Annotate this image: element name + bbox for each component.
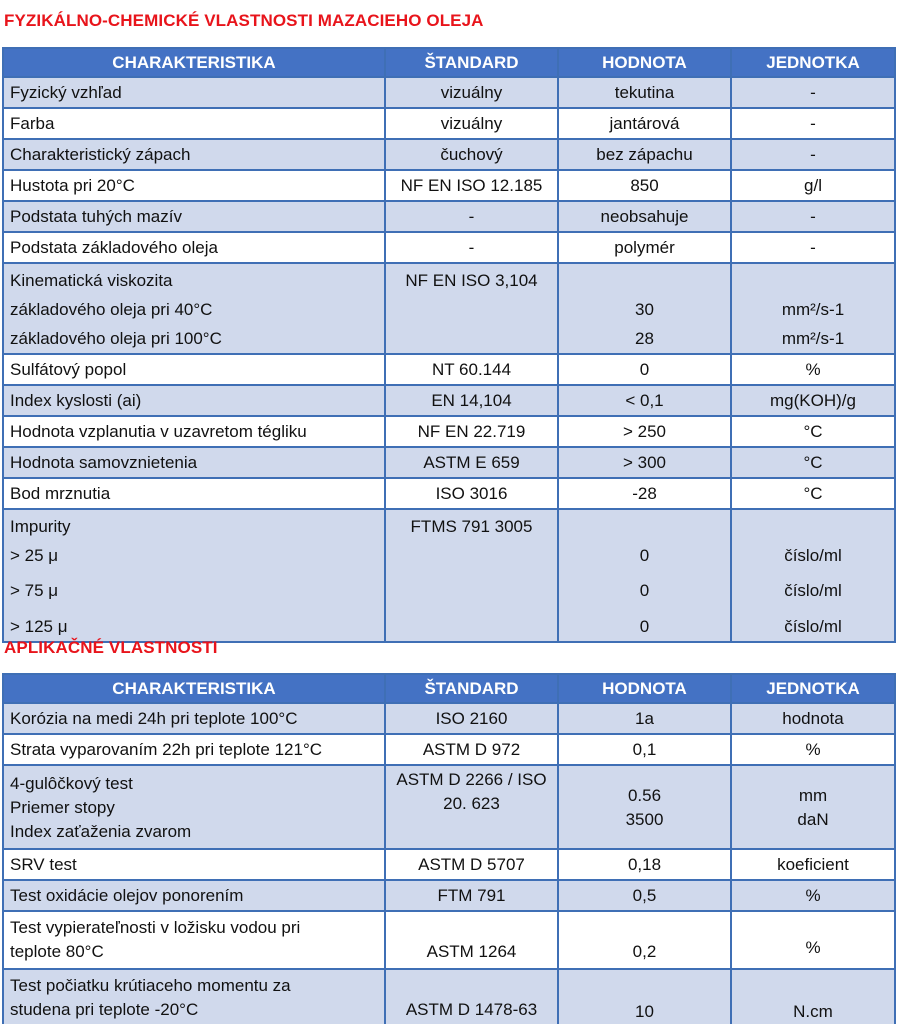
- cell-value: 0: [559, 355, 730, 384]
- cell-standard: vizuálny: [386, 109, 557, 138]
- torque-unit: N.cm: [793, 1002, 833, 1021]
- table-row: [4, 140, 894, 169]
- header-value: HODNOTA: [559, 49, 730, 76]
- cell-value: [559, 510, 730, 641]
- cell-standard: [386, 264, 557, 353]
- four-ball-value-weld: 3500: [625, 810, 664, 829]
- cell-characteristic: Hustota pri 20°C: [4, 171, 384, 200]
- cell-value: > 250: [559, 417, 730, 446]
- table-row: [4, 417, 894, 446]
- cell-characteristic: SRV test: [4, 850, 384, 879]
- cell-characteristic: [4, 912, 384, 968]
- cell-value: 0,5: [559, 881, 730, 910]
- four-ball-sub-diameter: Priemer stopy: [10, 798, 115, 817]
- physico-chemical-table: [2, 47, 896, 643]
- cell-characteristic: Strata vyparovaním 22h pri teplote 121°C: [4, 735, 384, 764]
- cell-value: 0,18: [559, 850, 730, 879]
- cell-standard: ISO 3016: [386, 479, 557, 508]
- cell-value: bez zápachu: [559, 140, 730, 169]
- cell-standard: čuchový: [386, 140, 557, 169]
- impurity-standard: FTMS 791 3005: [410, 517, 533, 536]
- header-unit: JEDNOTKA: [732, 49, 894, 76]
- cell-characteristic: [4, 970, 384, 1024]
- viscosity-standard: NF EN ISO 3,104: [405, 271, 538, 290]
- cell-value: < 0,1: [559, 386, 730, 415]
- cell-standard: NT 60.144: [386, 355, 557, 384]
- cell-value: jantárová: [559, 109, 730, 138]
- washout-label-line2: teplote 80°C: [10, 942, 104, 961]
- table-header-row: [4, 675, 894, 702]
- impurity-sub-75: > 75 μ: [10, 581, 59, 600]
- table-row: [4, 355, 894, 384]
- cell-characteristic: Korózia na medi 24h pri teplote 100°C: [4, 704, 384, 733]
- viscosity-label: Kinematická viskozita: [10, 271, 173, 290]
- four-ball-label: 4-gulôčkový test: [10, 774, 133, 793]
- cell-unit: -: [732, 78, 894, 107]
- section-title-physico-chemical: FYZIKÁLNO-CHEMICKÉ VLASTNOSTI MAZACIEHO OLEJA: [4, 11, 484, 30]
- cell-standard: -: [386, 202, 557, 231]
- cell-standard: ASTM E 659: [386, 448, 557, 477]
- table-row: [4, 704, 894, 733]
- cell-value: [559, 912, 730, 968]
- cell-value: [559, 766, 730, 848]
- header-value: HODNOTA: [559, 675, 730, 702]
- cell-standard: EN 14,104: [386, 386, 557, 415]
- cell-value: polymér: [559, 233, 730, 262]
- cell-unit: °C: [732, 448, 894, 477]
- table-row: [4, 735, 894, 764]
- washout-value: 0,2: [632, 942, 657, 961]
- impurity-value-25: 0: [639, 546, 650, 565]
- impurity-label: Impurity: [10, 517, 71, 536]
- table-row: [4, 386, 894, 415]
- cell-unit: g/l: [732, 171, 894, 200]
- torque-value: 10: [635, 1002, 654, 1021]
- table-row: [4, 448, 894, 477]
- cell-value: 0,1: [559, 735, 730, 764]
- cell-unit: °C: [732, 417, 894, 446]
- cell-standard: -: [386, 233, 557, 262]
- section-title-application: APLIKAČNÉ VLASTNOSTI: [4, 638, 218, 657]
- impurity-unit-75: číslo/ml: [784, 581, 842, 600]
- viscosity-value-100: 28: [635, 329, 654, 348]
- cell-value: tekutina: [559, 78, 730, 107]
- header-standard: ŠTANDARD: [386, 675, 557, 702]
- cell-value: 850: [559, 171, 730, 200]
- header-standard: ŠTANDARD: [386, 49, 557, 76]
- cell-unit: [732, 264, 894, 353]
- cell-unit: -: [732, 140, 894, 169]
- viscosity-value-40: 30: [635, 300, 654, 319]
- impurity-sub-25: > 25 μ: [10, 546, 59, 565]
- cell-standard: ASTM D 5707: [386, 850, 557, 879]
- cell-value: [559, 264, 730, 353]
- table-row: [4, 479, 894, 508]
- cell-unit: °C: [732, 479, 894, 508]
- table-row-viscosity: [4, 264, 894, 353]
- cell-standard: NF EN 22.719: [386, 417, 557, 446]
- cell-characteristic: Charakteristický zápach: [4, 140, 384, 169]
- cell-characteristic: [4, 766, 384, 848]
- cell-characteristic: Farba: [4, 109, 384, 138]
- header-characteristic: CHARAKTERISTIKA: [4, 49, 384, 76]
- cell-unit: %: [732, 881, 894, 910]
- cell-characteristic: Podstata tuhých mazív: [4, 202, 384, 231]
- viscosity-unit-100: mm²/s-1: [781, 329, 845, 348]
- four-ball-standard: ASTM D 2266 / ISO 20. 623: [396, 770, 547, 813]
- table-row: [4, 850, 894, 879]
- impurity-unit-125: číslo/ml: [784, 617, 842, 636]
- viscosity-sub-40: základového oleja pri 40°C: [10, 300, 213, 319]
- cell-value: -28: [559, 479, 730, 508]
- washout-standard: ASTM 1264: [426, 942, 517, 961]
- cell-unit: %: [732, 735, 894, 764]
- four-ball-unit-diameter: mm: [798, 786, 828, 805]
- cell-standard: NF EN ISO 12.185: [386, 171, 557, 200]
- impurity-value-75: 0: [639, 581, 650, 600]
- cell-characteristic: Bod mrznutia: [4, 479, 384, 508]
- table-row: [4, 109, 894, 138]
- table-row: [4, 233, 894, 262]
- table-row: [4, 202, 894, 231]
- impurity-value-125: 0: [639, 617, 650, 636]
- four-ball-value-diameter: 0.56: [627, 786, 662, 805]
- table-row-washout: [4, 912, 894, 968]
- cell-standard: [386, 912, 557, 968]
- cell-unit: -: [732, 202, 894, 231]
- cell-unit: -: [732, 233, 894, 262]
- table-row: [4, 78, 894, 107]
- cell-standard: [386, 510, 557, 641]
- cell-unit: mg(KOH)/g: [732, 386, 894, 415]
- impurity-unit-25: číslo/ml: [784, 546, 842, 565]
- cell-characteristic: Fyzický vzhľad: [4, 78, 384, 107]
- viscosity-unit-40: mm²/s-1: [781, 300, 845, 319]
- cell-value: 1a: [559, 704, 730, 733]
- cell-characteristic: [4, 264, 384, 353]
- cell-characteristic: Index kyslosti (ai): [4, 386, 384, 415]
- torque-label-line2: studena pri teplote -20°C: [10, 1000, 199, 1019]
- cell-standard: vizuálny: [386, 78, 557, 107]
- cell-unit: [732, 970, 894, 1024]
- cell-standard: [386, 970, 557, 1024]
- cell-value: > 300: [559, 448, 730, 477]
- cell-characteristic: Podstata základového oleja: [4, 233, 384, 262]
- cell-characteristic: Hodnota samovznietenia: [4, 448, 384, 477]
- table-row: [4, 171, 894, 200]
- cell-characteristic: [4, 510, 384, 641]
- cell-unit: -: [732, 109, 894, 138]
- header-characteristic: CHARAKTERISTIKA: [4, 675, 384, 702]
- cell-characteristic: Test oxidácie olejov ponorením: [4, 881, 384, 910]
- cell-unit: [732, 766, 894, 848]
- cell-value: neobsahuje: [559, 202, 730, 231]
- washout-unit: %: [805, 938, 821, 957]
- cell-unit: [732, 510, 894, 641]
- table-row-four-ball: [4, 766, 894, 848]
- application-properties-table: [2, 673, 896, 1024]
- cell-standard: [386, 766, 557, 848]
- four-ball-sub-weld: Index zaťaženia zvarom: [10, 822, 192, 841]
- table-row: [4, 881, 894, 910]
- four-ball-unit-weld: daN: [797, 810, 829, 829]
- viscosity-sub-100: základového oleja pri 100°C: [10, 329, 222, 348]
- cell-unit: koeficient: [732, 850, 894, 879]
- torque-standard: ASTM D 1478-63: [405, 1000, 538, 1019]
- torque-label-line1: Test počiatku krútiaceho momentu za: [10, 976, 291, 995]
- cell-value: [559, 970, 730, 1024]
- cell-standard: ASTM D 972: [386, 735, 557, 764]
- washout-label-line1: Test vypierateľnosti v ložisku vodou pri: [10, 918, 301, 937]
- table-header-row: [4, 49, 894, 76]
- cell-standard: ISO 2160: [386, 704, 557, 733]
- impurity-sub-125: > 125 μ: [10, 617, 68, 636]
- table-row-torque: [4, 970, 894, 1024]
- cell-characteristic: Sulfátový popol: [4, 355, 384, 384]
- header-unit: JEDNOTKA: [732, 675, 894, 702]
- cell-unit: hodnota: [732, 704, 894, 733]
- table-row-impurity: [4, 510, 894, 641]
- cell-standard: FTM 791: [386, 881, 557, 910]
- cell-unit: %: [732, 355, 894, 384]
- cell-unit: [732, 912, 894, 968]
- cell-characteristic: Hodnota vzplanutia v uzavretom tégliku: [4, 417, 384, 446]
